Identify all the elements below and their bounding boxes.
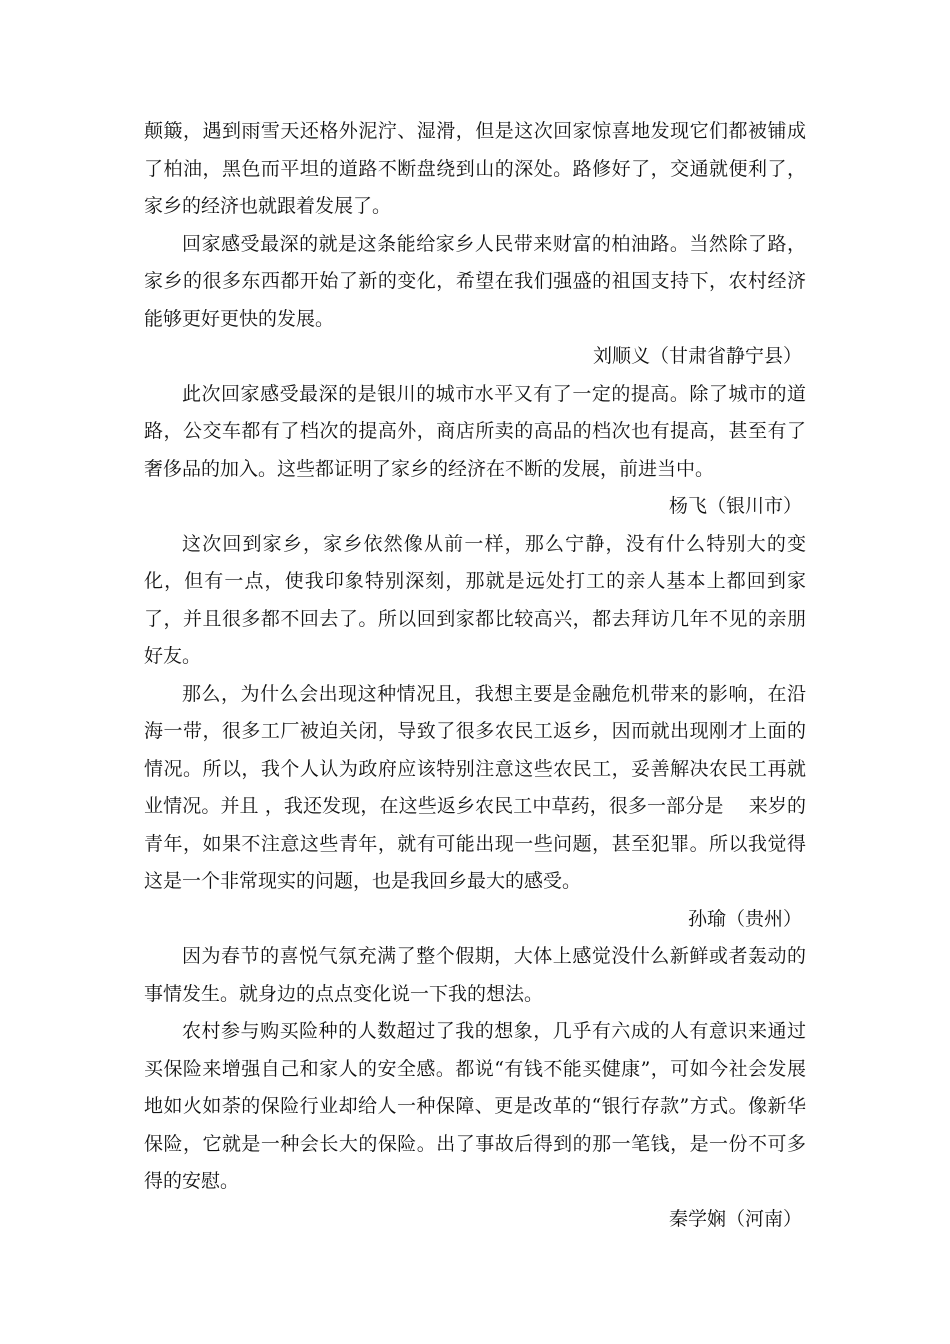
signature-sun-yu: 孙瑜（贵州） — [687, 907, 802, 930]
signature-liu-shunyi: 刘顺义（甘肃省静宁县） — [592, 345, 802, 367]
paragraph-insurance: 农村参与购买险种的人数超过了我的想象，几乎有六成的人有意识来通过买保险来增强自己和家人的安全感。都说“有钱不能买健康”，可如今社会发展地如火如荼的保险行业却给人一种保障、更是改革的“银行存款”方式。像新华保险，它就是一种会长大的保险。出了事故后得到的那一笔钱，是一份不可多得的安慰。 — [144, 1020, 806, 1192]
paragraph-yinchuan-city: 此次回家感受最深的是银川的城市水平又有了一定的提高。除了城市的道路，公交车都有了档次的提高外，商店所卖的高品的档次也有提高，甚至有了奢侈品的加入。这些都证明了家乡的经济在不断的发展，前进当中。 — [144, 382, 806, 480]
paragraph-road-continued: 颠簸，遇到雨雪天还格外泥泞、湿滑，但是这次回家惊喜地发现它们都被铺成了柏油，黑色而平坦的道路不断盘绕到山的深处。路修好了，交通就便利了，家乡的经济也就跟着发展了。 — [144, 120, 806, 217]
signature-qin-xuexian: 秦学娴（河南） — [668, 1207, 802, 1230]
paragraph-spring-festival: 因为春节的喜悦气氛充满了整个假期，大体上感觉没什么新鲜或者轰动的事情发生。就身边的点点变化说一下我的想法。 — [144, 945, 806, 1005]
paragraph-financial-crisis: 那么，为什么会出现这种情况且，我想主要是金融危机带来的影响，在沿海一带，很多工厂被迫关闭，导致了很多农民工返乡，因而就出现刚才上面的情况。所以，我个人认为政府应该特别注意这些农民工，妥善解决农民工再就业情况。并且 ，我还发现，在这些返乡农民工中草药，很多一部分是 来岁的青年，如果不注意这些青年，就有可能出现一些问题，甚至犯罪。所以我觉得这是一个非常现实的问题，也是我回乡最大的感受。 — [144, 682, 806, 892]
paragraph-asphalt-road: 回家感受最深的就是这条能给家乡人民带来财富的柏油路。当然除了路，家乡的很多东西都开始了新的变化，希望在我们强盛的祖国支持下，农村经济能够更好更快的发展。 — [144, 232, 806, 330]
paragraph-returning-relatives: 这次回到家乡，家乡依然像从前一样，那么宁静，没有什么特别大的变化，但有一点，使我印象特别深刻，那就是远处打工的亲人基本上都回到家了，并且很多都不回去了。所以回到家都比较高兴，都去拜访几年不见的亲朋好友。 — [144, 532, 806, 667]
document-body — [144, 113, 806, 1238]
signature-yang-fei: 杨飞（银川市） — [668, 495, 802, 517]
